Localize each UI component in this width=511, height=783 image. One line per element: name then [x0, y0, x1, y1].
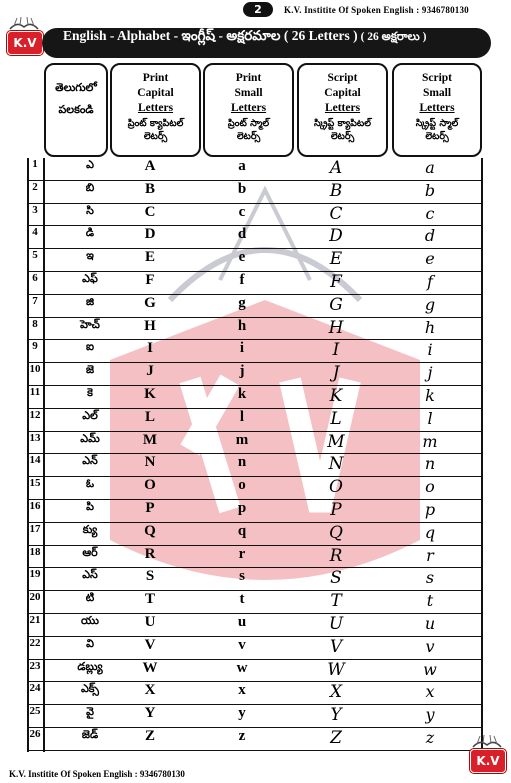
- cell-num: 3: [32, 203, 38, 216]
- cell-ps: b: [237, 180, 247, 197]
- cell-pc: E: [144, 249, 155, 266]
- cell-te: వి: [86, 636, 94, 650]
- cell-pc: Z: [144, 728, 155, 744]
- cell-num: 12: [29, 408, 41, 421]
- cell-te: సి: [86, 203, 94, 217]
- cell-pc: V: [144, 636, 156, 653]
- cell-ss: h: [424, 317, 436, 337]
- cell-pc: J: [146, 363, 154, 380]
- cell-pc: K: [144, 386, 156, 402]
- table-row: [27, 318, 483, 341]
- cell-ss: b: [424, 180, 436, 200]
- cell-te: పి: [86, 500, 94, 513]
- cell-pc: C: [144, 203, 156, 220]
- cell-ss: z: [425, 728, 435, 747]
- cell-num: 14: [29, 454, 41, 467]
- table-row: [27, 386, 483, 409]
- table-row: [27, 409, 483, 432]
- cell-ss: w: [423, 659, 437, 679]
- col-header-script-capital: [297, 63, 388, 157]
- cell-ps: k: [237, 386, 247, 402]
- cell-te: ఐ: [86, 340, 94, 354]
- col-pc-line1: Print: [142, 72, 169, 84]
- col-sc-line2: Capital: [324, 87, 361, 99]
- logo-badge: K.V: [7, 31, 43, 55]
- cell-num: 23: [29, 659, 41, 672]
- cell-te: ఎమ్: [80, 431, 100, 445]
- cell-ps: f: [239, 272, 245, 288]
- cell-ps: m: [235, 431, 249, 448]
- cell-sc: U: [328, 614, 344, 634]
- logo-top-left: [5, 17, 43, 55]
- cell-num: 19: [29, 568, 41, 581]
- cell-ps: c: [238, 203, 246, 220]
- table-row: [27, 637, 483, 660]
- cell-te: ఓ: [85, 477, 95, 491]
- col-pc-te2: లెటర్స్: [143, 131, 168, 142]
- cell-ss: t: [426, 591, 434, 611]
- cell-pc: U: [144, 614, 156, 630]
- cell-ps: a: [238, 158, 246, 174]
- cell-ps: y: [238, 705, 246, 722]
- table-row: [27, 591, 483, 614]
- table-row: [27, 249, 483, 272]
- cell-num: 13: [29, 431, 41, 444]
- cell-pc: T: [144, 591, 155, 608]
- cell-ss: o: [425, 477, 435, 497]
- cell-ss: v: [425, 636, 435, 656]
- cell-te: బి: [85, 180, 95, 194]
- cell-num: 8: [32, 317, 38, 330]
- header-institute: K.V. Institite Of Spoken English : 9346780130: [284, 5, 469, 15]
- cell-num: 9: [32, 340, 38, 353]
- cell-num: 1: [32, 158, 38, 170]
- book-icon: [471, 735, 503, 749]
- col-sc-line1: Script: [327, 72, 358, 84]
- footer-institute: K.V. Institite Of Spoken English : 9346780130: [9, 769, 185, 779]
- cell-te: ఆర్: [82, 545, 98, 559]
- logo-bottom-right: [468, 735, 506, 773]
- cell-sc: A: [329, 158, 343, 178]
- col-ps-te1: ప్రింట్ స్మాల్: [227, 118, 270, 129]
- table-row: [27, 295, 483, 318]
- cell-te: డి: [85, 226, 95, 240]
- cell-ss: x: [425, 682, 435, 702]
- cell-ps: x: [238, 682, 246, 699]
- cell-sc: G: [329, 294, 343, 315]
- cell-sc: E: [329, 249, 343, 270]
- cell-te: ఎస్: [82, 568, 98, 582]
- cell-te: యు: [81, 614, 99, 627]
- cell-num: 10: [29, 363, 41, 376]
- cell-pc: W: [142, 659, 158, 676]
- table-divider: [43, 158, 45, 752]
- cell-ps: o: [238, 477, 246, 494]
- cell-num: 7: [32, 294, 38, 307]
- col-ps-line2: Small: [234, 87, 263, 99]
- cell-ss: k: [425, 386, 435, 405]
- cell-pc: P: [145, 500, 155, 516]
- cell-sc: Y: [330, 705, 342, 726]
- cell-ss: l: [427, 408, 433, 428]
- col-ss-line2: Small: [422, 87, 452, 99]
- cell-num: 25: [29, 705, 41, 718]
- cell-pc: H: [144, 317, 156, 334]
- cell-te: డబ్ల్యు: [77, 659, 103, 673]
- cell-sc: S: [330, 568, 342, 589]
- col-telugu-line2: పలకండి: [58, 103, 94, 116]
- cell-pc: L: [144, 408, 155, 425]
- cell-ss: r: [426, 545, 434, 565]
- cell-ss: e: [425, 249, 435, 269]
- cell-pc: A: [144, 158, 156, 174]
- cell-num: 20: [29, 591, 41, 604]
- cell-ss: a: [425, 158, 435, 177]
- cell-sc: W: [327, 659, 345, 680]
- col-header-print-capital: [110, 63, 201, 157]
- cell-ps: h: [237, 317, 247, 334]
- cell-sc: V: [329, 636, 343, 657]
- table-row: [27, 158, 483, 181]
- cell-sc: Q: [329, 522, 343, 543]
- cell-ps: t: [239, 591, 245, 608]
- col-header-script-small: [392, 63, 482, 157]
- cell-num: 15: [29, 477, 41, 490]
- cell-sc: X: [329, 682, 343, 703]
- col-sc-te1: స్క్రిప్ట్ క్యాపిటల్: [314, 118, 371, 129]
- table-row: [27, 226, 483, 249]
- cell-ss: d: [424, 226, 436, 246]
- cell-num: 4: [32, 226, 38, 239]
- cell-pc: B: [144, 180, 155, 197]
- cell-pc: F: [145, 272, 155, 288]
- cell-ss: u: [424, 614, 436, 633]
- cell-ps: z: [238, 728, 246, 744]
- logo-badge: K.V: [470, 749, 506, 773]
- cell-num: 26: [29, 728, 41, 740]
- cell-num: 24: [29, 682, 41, 695]
- table-row: [27, 614, 483, 637]
- book-icon: [8, 17, 40, 31]
- cell-pc: G: [144, 294, 156, 311]
- cell-ss: i: [427, 340, 433, 360]
- cell-te: జె: [85, 363, 95, 377]
- cell-sc: B: [329, 180, 343, 201]
- cell-ps: s: [239, 568, 245, 585]
- cell-sc: L: [330, 408, 342, 429]
- cell-ss: p: [424, 500, 436, 519]
- table-row: [27, 454, 483, 477]
- table-row: [27, 477, 483, 500]
- table-row: [27, 682, 483, 705]
- col-ss-line1: Script: [421, 72, 453, 84]
- table-row: [27, 340, 483, 363]
- cell-te: ఎ: [86, 158, 94, 171]
- cell-te: ఎల్: [82, 408, 98, 422]
- cell-num: 22: [29, 636, 41, 649]
- col-ss-te2: లెటర్స్: [425, 131, 449, 142]
- col-telugu-line1: తెలుగులో: [55, 81, 97, 94]
- table-row: [27, 546, 483, 569]
- cell-num: 16: [29, 500, 41, 512]
- table-row: [27, 705, 483, 728]
- cell-ss: n: [424, 454, 436, 474]
- table-row: [27, 728, 483, 751]
- col-ps-line1: Print: [235, 72, 262, 84]
- cell-ps: g: [238, 294, 246, 311]
- cell-ps: w: [236, 659, 248, 676]
- cell-sc: T: [330, 591, 342, 612]
- cell-num: 5: [32, 249, 38, 262]
- cell-ps: j: [239, 363, 245, 380]
- cell-num: 18: [29, 545, 41, 558]
- cell-sc: M: [327, 431, 345, 452]
- cell-sc: N: [328, 454, 344, 475]
- cell-ps: e: [238, 249, 246, 266]
- cell-pc: Y: [144, 705, 156, 722]
- cell-ss: m: [422, 431, 438, 451]
- cell-ss: f: [427, 272, 433, 291]
- col-ss-line3: Letters: [419, 102, 455, 114]
- cell-sc: D: [329, 226, 343, 247]
- cell-te: ఇ: [86, 249, 94, 263]
- table-row: [27, 204, 483, 227]
- cell-ps: i: [239, 340, 245, 357]
- cell-sc: R: [329, 545, 343, 566]
- cell-sc: C: [329, 203, 343, 224]
- cell-num: 6: [32, 272, 38, 284]
- cell-pc: Q: [144, 522, 156, 539]
- cell-pc: I: [147, 340, 153, 357]
- table-border-left: [27, 158, 29, 752]
- cell-pc: O: [144, 477, 156, 494]
- cell-ps: n: [237, 454, 247, 471]
- table-row: [27, 523, 483, 546]
- col-pc-line3: Letters: [137, 102, 174, 114]
- cell-pc: X: [144, 682, 156, 699]
- cell-ss: g: [424, 294, 436, 314]
- cell-pc: D: [144, 226, 156, 243]
- table-row: [27, 432, 483, 455]
- cell-sc: F: [330, 272, 342, 292]
- title-bar: [42, 28, 491, 58]
- table-row: [27, 500, 483, 523]
- cell-num: 11: [29, 386, 41, 398]
- alphabet-table: [27, 158, 483, 752]
- col-pc-te1: ప్రింట్ క్యాపిటల్: [127, 118, 184, 129]
- cell-te: క్యు: [82, 522, 98, 536]
- col-header-print-small: [203, 63, 294, 157]
- cell-te: వై: [86, 705, 94, 719]
- cell-ps: p: [237, 500, 247, 516]
- col-header-telugu: [44, 63, 108, 157]
- cell-num: 21: [29, 614, 41, 626]
- cell-te: జి: [85, 294, 95, 308]
- cell-ps: v: [238, 636, 246, 653]
- title-text: English - Alphabet - ఇంగ్లీష్ - అక్షరమాల ( 26 Letters ): [63, 28, 358, 43]
- cell-ps: q: [237, 522, 247, 539]
- cell-ps: u: [237, 614, 247, 630]
- cell-te: ఎక్స్: [80, 682, 100, 696]
- cell-sc: O: [329, 477, 343, 498]
- table-row: [27, 660, 483, 683]
- cell-te: కె: [87, 386, 93, 399]
- cell-ss: j: [427, 363, 433, 383]
- cell-num: 2: [32, 180, 38, 193]
- cell-te: ఎన్: [82, 454, 98, 468]
- table-row: [27, 363, 483, 386]
- cell-num: 17: [29, 522, 41, 535]
- cell-ps: r: [238, 545, 246, 562]
- table-row: [27, 568, 483, 591]
- cell-te: జెడ్: [81, 728, 99, 741]
- col-ps-te2: లెటర్స్: [236, 131, 261, 142]
- col-ss-te1: స్క్రిప్ట్ స్మాల్: [415, 118, 459, 129]
- cell-ss: q: [424, 522, 436, 542]
- cell-sc: H: [328, 317, 344, 338]
- cell-sc: K: [329, 386, 343, 406]
- cell-ss: c: [425, 203, 435, 223]
- title-telugu-count: ( 26 అక్షరాలు ): [357, 31, 427, 43]
- col-pc-line2: Capital: [137, 87, 174, 99]
- table-row: [27, 181, 483, 204]
- col-sc-te2: లెటర్స్: [330, 131, 355, 142]
- table-row: [27, 272, 483, 295]
- col-ps-line3: Letters: [230, 102, 267, 114]
- cell-sc: P: [330, 500, 342, 520]
- cell-te: ఎఫ్: [82, 272, 98, 285]
- cell-pc: R: [144, 545, 156, 562]
- cell-ps: l: [239, 408, 245, 425]
- cell-pc: M: [142, 431, 158, 448]
- cell-sc: Z: [330, 728, 342, 748]
- cell-pc: S: [145, 568, 155, 585]
- table-border-right: [481, 158, 483, 752]
- cell-sc: I: [332, 340, 340, 361]
- cell-te: హెచ్: [80, 317, 100, 331]
- cell-ss: y: [425, 705, 435, 725]
- cell-ss: s: [425, 568, 435, 588]
- cell-pc: N: [144, 454, 156, 471]
- cell-sc: J: [332, 363, 340, 384]
- col-sc-line3: Letters: [324, 102, 361, 114]
- cell-te: టి: [85, 591, 95, 605]
- cell-ps: d: [237, 226, 247, 243]
- page-number: 2: [243, 2, 273, 17]
